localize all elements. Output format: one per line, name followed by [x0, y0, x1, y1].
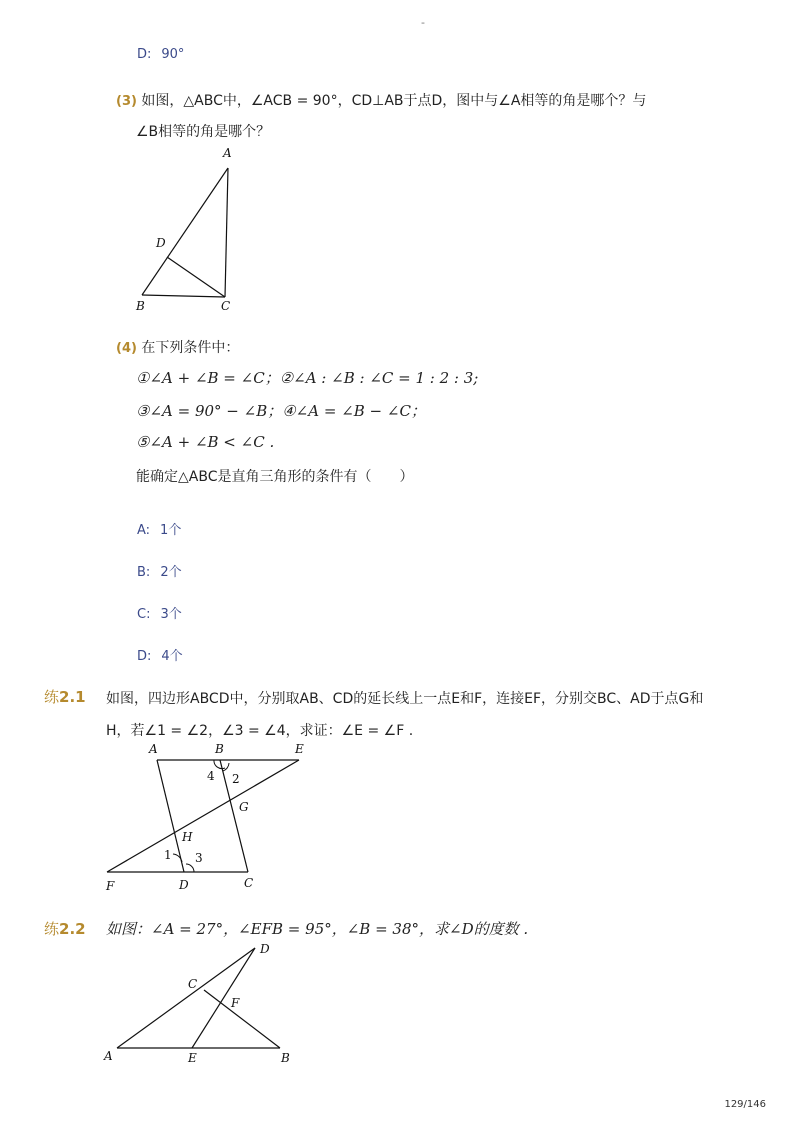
ex22-figure	[100, 940, 300, 1070]
q4-condition-3: ⑤∠A + ∠B < ∠C .	[136, 433, 275, 451]
ex21-label-c: C	[244, 876, 254, 890]
ex21-label-e: E	[295, 742, 304, 756]
q4-option-b	[137, 561, 182, 580]
ex22-label-b: B	[281, 1051, 290, 1065]
ex21-label-a: A	[149, 742, 158, 756]
q2-option-d	[137, 47, 184, 62]
ex22-number: 2.2	[59, 920, 86, 938]
option-value: 1个	[160, 523, 182, 538]
ex22-text-line1: 如图：∠A = 27°，∠EFB = 95°，∠B = 38°，求∠D的度数 .	[106, 920, 529, 938]
option-label: B:	[137, 565, 151, 580]
ex22-label-a: A	[104, 1049, 113, 1063]
option-value: 2个	[160, 565, 182, 580]
q4-intro: 在下列条件中：	[141, 340, 240, 356]
q4-condition-2: ③∠A = 90° − ∠B；④∠A = ∠B − ∠C；	[136, 402, 426, 420]
ex21-label-h: H	[182, 830, 193, 844]
ex21-figure	[100, 740, 310, 895]
header-mark: -	[421, 16, 425, 29]
ex21-angle-4: 4	[207, 769, 215, 783]
q4-option-c	[137, 603, 182, 622]
ex21-label-g: G	[239, 800, 249, 814]
q3-label-a: A	[223, 146, 232, 160]
ex21-text-line2: H，若∠1 = ∠2，∠3 = ∠4，求证：∠E = ∠F .	[106, 723, 414, 739]
q3-label-b: B	[136, 299, 145, 313]
q4-option-a	[137, 519, 181, 538]
ex21-angle-2: 2	[232, 772, 240, 786]
ex21-label-d: D	[179, 878, 189, 892]
ex22-label-e: E	[188, 1051, 197, 1065]
q3-text-line1: 如图，△ABC中，∠ACB = 90°，CD⊥AB于点D，图中与∠A相等的角是哪个？与	[141, 93, 647, 109]
q4-option-d	[137, 645, 183, 664]
option-value: 4个	[161, 649, 183, 664]
q4-number: (4)	[116, 341, 137, 356]
ex21-number: 2.1	[59, 688, 86, 706]
q4-condition-1: ①∠A + ∠B = ∠C；②∠A : ∠B : ∠C = 1 : 2 : 3;	[136, 369, 479, 387]
ex21-text-line1: 如图，四边形ABCD中，分别取AB、CD的延长线上一点E和F，连接EF，分别交BC、AD于点G和	[106, 691, 704, 707]
option-label: A:	[137, 523, 151, 538]
q3-figure	[130, 140, 250, 315]
option-value: 90°	[161, 47, 185, 62]
ex22-label-f: F	[231, 996, 240, 1010]
ex21-angle-3: 3	[195, 851, 203, 865]
ex21-label-f: F	[106, 879, 115, 893]
option-label: C:	[137, 607, 151, 622]
q3-text-line2: ∠B相等的角是哪个？	[136, 124, 271, 140]
option-label: D:	[137, 47, 152, 62]
q4-intro-line	[116, 337, 239, 357]
q3-label-d: D	[156, 236, 166, 250]
q3-label-c: C	[221, 299, 231, 313]
option-label: D:	[137, 649, 152, 664]
q4-question: 能确定△ABC是直角三角形的条件有（ ）	[136, 469, 414, 485]
page-number: 129/146	[724, 1099, 766, 1110]
ex21-prefix: 练	[44, 688, 60, 706]
ex22-label-c: C	[188, 977, 198, 991]
ex22-label-d: D	[260, 942, 270, 956]
ex21-angle-1: 1	[164, 848, 172, 862]
ex22-heading	[44, 918, 86, 939]
option-value: 3个	[160, 607, 182, 622]
ex21-heading	[44, 686, 86, 707]
ex21-label-b: B	[215, 742, 224, 756]
q3-number: (3)	[116, 94, 137, 109]
q3-line1	[116, 90, 646, 110]
ex22-prefix: 练	[44, 920, 60, 938]
